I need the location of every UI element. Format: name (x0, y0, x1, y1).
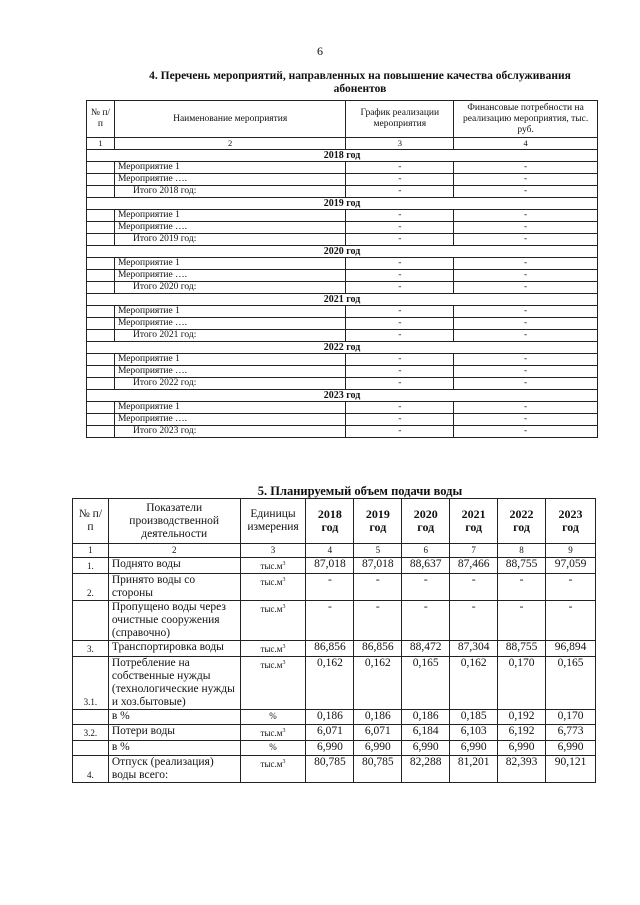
measure-financing: - (454, 306, 598, 318)
measure-num (87, 174, 115, 186)
year-value: - (354, 601, 402, 641)
indicator-row (73, 574, 596, 601)
measure-name: Мероприятие 1 (114, 210, 345, 222)
measure-schedule: - (346, 378, 454, 390)
year-value: 81,201 (450, 756, 498, 783)
indicator-name: в % (108, 710, 240, 725)
header-measure-name: Наименование мероприятия (114, 101, 345, 138)
col-number: 7 (450, 544, 498, 558)
measure-row (87, 174, 598, 186)
unit-superscript: 3 (282, 644, 286, 650)
water-supply-table (72, 498, 596, 783)
year-value: 6,773 (546, 725, 596, 741)
measure-financing: - (454, 210, 598, 222)
year-label: 2019 год (87, 198, 598, 210)
year-value: - (450, 574, 498, 601)
water-table-header (73, 499, 596, 544)
indicator-name: Принято воды со стороны (108, 574, 240, 601)
year-value: - (450, 601, 498, 641)
year-total-label: Итого 2023 год: (114, 426, 345, 438)
year-value: 0,186 (306, 710, 354, 725)
page-number: 6 (317, 44, 323, 58)
year-row (87, 390, 598, 402)
header-year: 2022 год (498, 499, 546, 544)
indicator-name: Потери воды (108, 725, 240, 741)
year-value: - (402, 574, 450, 601)
measure-row (87, 318, 598, 330)
col-number: 4 (306, 544, 354, 558)
row-number (73, 601, 109, 641)
col-number: 1 (87, 138, 115, 150)
measure-schedule: - (346, 162, 454, 174)
year-value: - (306, 601, 354, 641)
measure-num (87, 402, 115, 414)
year-value: - (306, 574, 354, 601)
header-unit: Единицы измерения (240, 499, 306, 544)
year-value: 6,990 (354, 741, 402, 756)
col-number: 4 (454, 138, 598, 150)
measure-schedule: - (346, 330, 454, 342)
measure-schedule: - (346, 258, 454, 270)
year-value: - (498, 574, 546, 601)
measure-financing: - (454, 258, 598, 270)
header-num: № п/п (73, 499, 109, 544)
measure-schedule: - (346, 270, 454, 282)
unit-superscript: 3 (282, 577, 286, 583)
measure-schedule: - (346, 282, 454, 294)
year-value: 86,856 (306, 641, 354, 657)
year-row (87, 294, 598, 306)
col-number: 9 (546, 544, 596, 558)
year-total-label: Итого 2021 год: (114, 330, 345, 342)
measure-financing: - (454, 414, 598, 426)
measure-num (87, 270, 115, 282)
measure-num (87, 426, 115, 438)
indicator-row (73, 641, 596, 657)
year-value: 96,894 (546, 641, 596, 657)
measure-financing: - (454, 174, 598, 186)
col-number: 8 (498, 544, 546, 558)
year-label: 2021 год (87, 294, 598, 306)
measures-table-column-numbers (87, 138, 598, 150)
unit-cell (240, 574, 306, 601)
measure-num (87, 414, 115, 426)
measure-num (87, 330, 115, 342)
measures-table-header (87, 101, 598, 138)
year-value: 88,472 (402, 641, 450, 657)
row-number (73, 741, 109, 756)
year-value: - (354, 574, 402, 601)
measure-num (87, 378, 115, 390)
measure-schedule: - (346, 174, 454, 186)
indicator-row (73, 756, 596, 783)
col-number: 6 (402, 544, 450, 558)
year-value: 0,186 (354, 710, 402, 725)
measure-num (87, 318, 115, 330)
indicator-row (73, 725, 596, 741)
measure-financing: - (454, 222, 598, 234)
measure-num (87, 186, 115, 198)
measure-row (87, 234, 598, 246)
measure-financing: - (454, 330, 598, 342)
header-year: 2019 год (354, 499, 402, 544)
measure-schedule: - (346, 402, 454, 414)
measure-financing: - (454, 366, 598, 378)
measure-name: Мероприятие 1 (114, 258, 345, 270)
year-value: 0,170 (498, 657, 546, 710)
year-value: 0,162 (306, 657, 354, 710)
year-total-label: Итого 2018 год: (114, 186, 345, 198)
unit-text: тыс.м (260, 660, 283, 670)
measure-row (87, 210, 598, 222)
measure-num (87, 258, 115, 270)
year-value: 0,162 (354, 657, 402, 710)
year-value: 6,990 (306, 741, 354, 756)
measure-schedule: - (346, 318, 454, 330)
year-total-label: Итого 2022 год: (114, 378, 345, 390)
unit-text: тыс.м (260, 644, 283, 654)
measure-name: Мероприятие …. (114, 222, 345, 234)
unit-text: % (269, 742, 277, 752)
year-row (87, 150, 598, 162)
year-label: 2020 год (87, 246, 598, 258)
year-value: 80,785 (354, 756, 402, 783)
year-value: 88,755 (498, 558, 546, 574)
header-year: 2021 год (450, 499, 498, 544)
year-value: 88,755 (498, 641, 546, 657)
unit-superscript: 3 (282, 728, 286, 734)
year-value: 82,393 (498, 756, 546, 783)
indicator-row (73, 601, 596, 641)
year-value: 6,184 (402, 725, 450, 741)
measure-schedule: - (346, 306, 454, 318)
year-value: 97,059 (546, 558, 596, 574)
section4-title-line1: 4. Перечень мероприятий, направленных на повышение качества обслуживания (149, 70, 571, 82)
measure-name: Мероприятие 1 (114, 306, 345, 318)
indicator-name: в % (108, 741, 240, 756)
year-value: 6,990 (546, 741, 596, 756)
row-number: 1. (73, 558, 109, 574)
col-number: 5 (354, 544, 402, 558)
measure-num (87, 162, 115, 174)
unit-cell (240, 558, 306, 574)
measure-num (87, 210, 115, 222)
year-value: 6,990 (402, 741, 450, 756)
unit-text: % (269, 711, 277, 721)
measure-row (87, 378, 598, 390)
year-value: 82,288 (402, 756, 450, 783)
unit-text: тыс.м (260, 759, 283, 769)
measure-row (87, 402, 598, 414)
measure-row (87, 186, 598, 198)
year-value: 0,185 (450, 710, 498, 725)
year-value: - (498, 601, 546, 641)
measure-name: Мероприятие …. (114, 270, 345, 282)
year-value: 0,162 (450, 657, 498, 710)
measure-financing: - (454, 426, 598, 438)
year-value: 0,192 (498, 710, 546, 725)
year-value: 87,304 (450, 641, 498, 657)
indicator-name: Транспортировка воды (108, 641, 240, 657)
year-value: 80,785 (306, 756, 354, 783)
measure-row (87, 354, 598, 366)
year-value: 88,637 (402, 558, 450, 574)
year-value: 87,466 (450, 558, 498, 574)
measure-row (87, 270, 598, 282)
header-financing: Финансовые потребности на реализацию мероприятия, тыс. руб. (454, 101, 598, 138)
row-number: 4. (73, 756, 109, 783)
year-value: 86,856 (354, 641, 402, 657)
unit-superscript: 3 (282, 561, 286, 567)
measure-financing: - (454, 378, 598, 390)
year-value: 6,103 (450, 725, 498, 741)
measure-row (87, 282, 598, 294)
year-total-label: Итого 2020 год: (114, 282, 345, 294)
measure-financing: - (454, 162, 598, 174)
year-value: - (546, 601, 596, 641)
col-number: 3 (240, 544, 306, 558)
section5-title: 5. Планируемый объем подачи воды (257, 484, 463, 498)
section4-title-line2: абонентов (333, 83, 387, 95)
year-row (87, 246, 598, 258)
measure-num (87, 234, 115, 246)
measure-financing: - (454, 234, 598, 246)
measure-schedule: - (346, 414, 454, 426)
measure-financing: - (454, 270, 598, 282)
year-value: 90,121 (546, 756, 596, 783)
unit-cell (240, 601, 306, 641)
header-indicator: Показатели производственной деятельности (108, 499, 240, 544)
year-row (87, 342, 598, 354)
measure-name: Мероприятие 1 (114, 162, 345, 174)
measure-row (87, 426, 598, 438)
unit-text: тыс.м (260, 604, 283, 614)
measure-name: Мероприятие …. (114, 366, 345, 378)
unit-text: тыс.м (260, 728, 283, 738)
measure-num (87, 282, 115, 294)
unit-superscript: 3 (282, 759, 286, 765)
row-number: 3.1. (73, 657, 109, 710)
year-label: 2022 год (87, 342, 598, 354)
year-label: 2018 год (87, 150, 598, 162)
col-number: 3 (346, 138, 454, 150)
indicator-row (73, 710, 596, 725)
row-number: 3.2. (73, 725, 109, 741)
indicator-name: Пропущено воды через очистные сооружения (справочно) (108, 601, 240, 641)
indicator-name: Потребление на собственные нужды (технологические нужды и хоз.бытовые) (108, 657, 240, 710)
indicator-row (73, 741, 596, 756)
measure-name: Мероприятие …. (114, 318, 345, 330)
col-number: 2 (108, 544, 240, 558)
unit-cell (240, 657, 306, 710)
measure-num (87, 306, 115, 318)
unit-cell (240, 741, 306, 756)
year-value: 0,186 (402, 710, 450, 725)
measure-financing: - (454, 186, 598, 198)
year-label: 2023 год (87, 390, 598, 402)
measure-financing: - (454, 354, 598, 366)
measure-row (87, 258, 598, 270)
unit-superscript: 3 (282, 604, 286, 610)
year-value: 0,165 (546, 657, 596, 710)
year-value: 6,071 (354, 725, 402, 741)
year-value: 0,165 (402, 657, 450, 710)
measure-financing: - (454, 318, 598, 330)
unit-cell (240, 756, 306, 783)
unit-cell (240, 710, 306, 725)
indicator-row (73, 558, 596, 574)
measures-table (86, 100, 598, 438)
measure-schedule: - (346, 210, 454, 222)
year-value: - (546, 574, 596, 601)
col-number: 1 (73, 544, 109, 558)
indicator-name: Отпуск (реализация) воды всего: (108, 756, 240, 783)
year-value: 87,018 (306, 558, 354, 574)
measure-schedule: - (346, 354, 454, 366)
row-number: 3. (73, 641, 109, 657)
header-year: 2020 год (402, 499, 450, 544)
year-value: 6,192 (498, 725, 546, 741)
header-year: 2023 год (546, 499, 596, 544)
header-year: 2018 год (306, 499, 354, 544)
year-value: 6,990 (498, 741, 546, 756)
measure-schedule: - (346, 366, 454, 378)
unit-cell (240, 725, 306, 741)
measure-financing: - (454, 282, 598, 294)
measure-row (87, 162, 598, 174)
measure-schedule: - (346, 222, 454, 234)
year-row (87, 198, 598, 210)
measure-row (87, 414, 598, 426)
unit-text: тыс.м (260, 561, 283, 571)
year-value: 6,071 (306, 725, 354, 741)
measure-name: Мероприятие 1 (114, 354, 345, 366)
measure-num (87, 366, 115, 378)
indicator-name: Поднято воды (108, 558, 240, 574)
year-value: 6,990 (450, 741, 498, 756)
row-number: 2. (73, 574, 109, 601)
measure-row (87, 330, 598, 342)
measure-num (87, 222, 115, 234)
measure-name: Мероприятие 1 (114, 402, 345, 414)
measure-num (87, 354, 115, 366)
unit-superscript: 3 (282, 660, 286, 666)
row-number (73, 710, 109, 725)
indicator-row (73, 657, 596, 710)
measure-row (87, 366, 598, 378)
water-table-column-numbers (73, 544, 596, 558)
measure-row (87, 306, 598, 318)
year-value: 87,018 (354, 558, 402, 574)
measure-schedule: - (346, 426, 454, 438)
measure-name: Мероприятие …. (114, 174, 345, 186)
year-value: 0,170 (546, 710, 596, 725)
header-schedule: График реализации мероприятия (346, 101, 454, 138)
year-value: - (402, 601, 450, 641)
year-total-label: Итого 2019 год: (114, 234, 345, 246)
header-num: № п/п (87, 101, 115, 138)
measure-schedule: - (346, 234, 454, 246)
measure-financing: - (454, 402, 598, 414)
section4-title (110, 70, 610, 96)
measure-row (87, 222, 598, 234)
measure-schedule: - (346, 186, 454, 198)
measure-name: Мероприятие …. (114, 414, 345, 426)
unit-cell (240, 641, 306, 657)
unit-text: тыс.м (260, 577, 283, 587)
col-number: 2 (114, 138, 345, 150)
